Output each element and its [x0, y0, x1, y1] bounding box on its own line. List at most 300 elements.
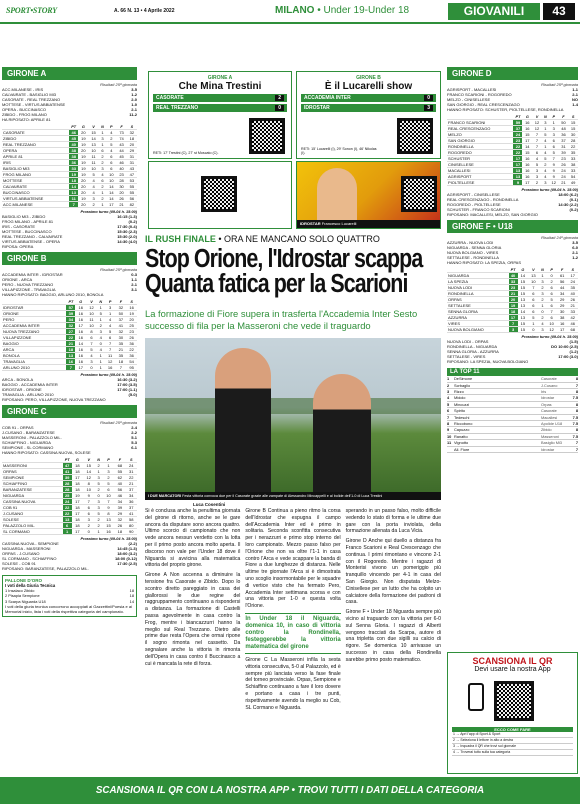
result-score: 2-1 — [131, 107, 137, 112]
standings-cell: 46 — [114, 493, 125, 499]
standings-cell: 10 — [86, 323, 97, 329]
top11-vote: 7.5 — [572, 395, 578, 401]
result-match: ACC.MILANESE - IRIS — [2, 87, 44, 92]
standings-cell: 20 — [116, 190, 126, 196]
top11-vote: 8 — [575, 408, 578, 414]
standings-cell: 3 — [539, 279, 547, 285]
standings-team: PALAZZOLO MIL. — [2, 523, 63, 529]
fixture-match: TRAVAGLIA - ARLUNO 2010 — [2, 392, 54, 398]
qr-a-row-2 — [153, 104, 287, 112]
standings-cell: 4 — [86, 353, 97, 359]
standings-cell: 4 — [88, 184, 98, 190]
scan-steps-title: ECCO COME FARE — [452, 727, 573, 732]
fixture-match: RIPOSA: OPERA — [2, 244, 34, 250]
fixture-match: RIPOSANO: LA SPEZIA, NUOVA BOLGIANO — [447, 359, 529, 365]
standings-cell: 26 — [126, 335, 137, 341]
standings-cell: 6 — [86, 335, 97, 341]
standings-header-cell: F — [115, 299, 126, 305]
qr-code-a2[interactable] — [201, 176, 237, 212]
standings-cell: 6 — [532, 150, 542, 156]
top11-vote: 7.5 — [572, 421, 578, 427]
standings-cell: 4 — [97, 347, 105, 353]
standings-cell: 1 — [539, 273, 547, 279]
standings-table — [2, 124, 137, 208]
standings-cell: 15 — [522, 150, 532, 156]
standings-cell: 54 — [568, 174, 578, 180]
standings-points: 34 — [66, 317, 75, 323]
standings-cell: 7 — [546, 309, 557, 315]
standings-table — [447, 267, 578, 333]
next-round-label: Prossimo turno (09-04 h. 15:00) — [521, 188, 578, 193]
top11-number: 11 — [447, 440, 452, 446]
standings-cell: 6 — [106, 166, 116, 172]
standings-cell: 5 — [549, 150, 559, 156]
fixture-match: RIPOSANO: MACALLESI, MELZO, SAN GIORGIO — [447, 212, 538, 218]
fixture-time: 17:00 (1-1) — [117, 387, 137, 393]
standings-header-cell: V — [86, 299, 97, 305]
standings-cell: 7 — [549, 156, 559, 162]
result-match: MASSERONI - PALAZZOLO MIL. — [2, 435, 62, 441]
standings-team: VIRES — [447, 321, 509, 327]
standings-cell: 35 — [567, 285, 578, 291]
result-score: 5-3 — [131, 440, 137, 446]
result-match: MELZO - CINISELLESE — [447, 97, 491, 102]
standings-cell: 42 — [567, 315, 578, 321]
standings-cell: 50 — [115, 311, 126, 317]
standings-cell: 30 — [115, 335, 126, 341]
fixture-time: 17:30 (0-4) — [117, 224, 137, 230]
article-standfirst: La formazione di Fiore supera in trasferta l'Accademia Inter Sesto successo di fila per la Masseroni che vede il traguardo — [145, 308, 418, 331]
result-match: AZZURRA - NUOVA LODI — [447, 240, 494, 246]
standings-team: VIRTUS ABBIATENSE — [2, 196, 69, 202]
standings-cell: 4 — [105, 317, 116, 323]
pallone-oro-title: PALLONE D'ORO — [5, 578, 42, 584]
standings-team: MELZO — [447, 132, 513, 138]
top11-vote: 7 — [575, 446, 578, 452]
standings-cell: 12 — [105, 359, 116, 365]
standings-cell: 1 — [105, 311, 116, 317]
standings-cell: 15 — [518, 285, 529, 291]
standings-cell: 11 — [88, 154, 98, 160]
section-name: MILANO — [275, 5, 315, 16]
standings-team: ARCA — [2, 347, 66, 353]
standings-cell: 47 — [127, 172, 137, 178]
standings-points: 17 — [509, 315, 518, 321]
standings-cell: 15 — [522, 132, 532, 138]
top11-number: 9 — [447, 427, 450, 433]
standings-row — [447, 327, 578, 333]
standings-team: NUOVA BOLGIANO — [447, 327, 509, 333]
scan-subtitle: Devi usare la nostra App — [474, 666, 551, 673]
top11-number: 2 — [447, 382, 450, 388]
standings-cell: 5 — [94, 481, 102, 487]
standings-team: RONDINELLA — [447, 291, 509, 297]
standings-cell: 32 — [115, 305, 126, 311]
standings-header-cell: G — [518, 267, 529, 273]
fixture-match: NIGUARDA - MASSERONI — [2, 546, 51, 552]
top11-number: 10 — [447, 433, 452, 439]
standings-team: IRIS — [2, 160, 69, 166]
standings-cell: 15 — [103, 523, 114, 529]
standings-cell: 4 — [105, 323, 116, 329]
group-round: Risultati 25ª giornata — [541, 82, 578, 87]
top11-player: DeSimone — [454, 376, 473, 382]
standings-cell: 40 — [114, 481, 125, 487]
standings-cell: 4 — [106, 148, 116, 154]
top11-team: Iris — [541, 389, 547, 394]
qr-box-girone-a — [148, 71, 292, 159]
standings-cell: 10 — [528, 279, 539, 285]
standings-row — [447, 180, 578, 186]
standings-points: 7 — [509, 321, 518, 327]
top11-player: Capuzzo — [454, 427, 470, 433]
standings-cell: 36 — [126, 353, 137, 359]
fixture-time: 14:30 (4-0) — [117, 239, 137, 245]
standings-cell: 16 — [75, 305, 86, 311]
standings-cell: 20 — [78, 130, 88, 136]
standings-cell: 19 — [78, 172, 88, 178]
standings-points: 46 — [69, 130, 78, 136]
top11-player: All. Fiore — [454, 446, 470, 452]
standings-team: ZIBIDO — [2, 136, 69, 142]
standings-cell: 2 — [99, 196, 107, 202]
standings-team: NUOVA LODI — [447, 285, 509, 291]
top11-number: 8 — [447, 421, 450, 427]
fixture-match: IDROSTAR - ORIONE — [2, 387, 42, 393]
standings-team: OPERA — [2, 148, 69, 154]
standings-team: CASORATE — [2, 130, 69, 136]
caption-tag: I DUE MARCATORI — [148, 494, 182, 498]
standings-cell: 3 — [539, 291, 547, 297]
standings-cell: 0 — [528, 327, 539, 333]
fixture-time: 18:00 (0-12) — [114, 556, 137, 562]
standings-cell: 16 — [522, 168, 532, 174]
standings-cell: 35 — [115, 341, 126, 347]
standings-team: BAGGIO — [2, 341, 66, 347]
article-byline: Luca Cosentini — [193, 502, 226, 507]
standings-points: 17 — [513, 156, 522, 162]
top11-number: 3 — [447, 389, 450, 394]
standings-cell: 32 — [115, 329, 126, 335]
fixture-match: NUOVA LODI - ORPAS — [447, 339, 489, 345]
standings-cell: 15 — [88, 130, 98, 136]
group-title: GIRONE A — [2, 67, 137, 80]
result-match: SAN GIORGIO - REAL CRESCENZAGO — [447, 102, 520, 107]
standings-cell: 7 — [532, 138, 542, 144]
standings-cell: 33 — [568, 156, 578, 162]
standings-cell: 3 — [532, 168, 542, 174]
standings-cell: 6 — [106, 154, 116, 160]
standings-cell: 4 — [88, 178, 98, 184]
standings-cell: 18 — [114, 529, 125, 535]
standings-cell: 16 — [75, 317, 86, 323]
standings-team: LA SPEZIA — [447, 279, 509, 285]
qr-code-b2[interactable] — [401, 176, 437, 212]
fixture-match: CASSINA NUOVA - SEMPIONE — [2, 541, 59, 547]
standings-cell: 3 — [97, 329, 105, 335]
standings-cell: 19 — [72, 493, 83, 499]
top11-number: 4 — [447, 395, 450, 401]
standings-cell: 1 — [94, 529, 102, 535]
standings-team: ACC.MILANESE — [2, 202, 69, 208]
standings-cell: 2 — [94, 523, 102, 529]
standings-team: ORIONE — [2, 311, 66, 317]
scan-qr-box — [447, 652, 578, 774]
fixture-match: SCHUSTER - FRANCO SCARIONI — [447, 207, 510, 213]
standings-cell: 3 — [103, 469, 114, 475]
standings-cell: 22 — [568, 144, 578, 150]
standings-cell: 54 — [126, 359, 137, 365]
standings-cell: 2 — [539, 297, 547, 303]
scan-step: 3 → Inquadra il QR che trovi sul giornale — [452, 744, 573, 750]
standings-cell: 17 — [106, 202, 116, 208]
standings-cell: 13 — [518, 297, 529, 303]
standings-team: SENNA GLORIA — [447, 309, 509, 315]
standings-cell: 18 — [115, 359, 126, 365]
standings-cell: 3 — [542, 180, 549, 186]
standings-cell: 2 — [99, 154, 107, 160]
fixture-time: (0-2) — [128, 219, 137, 225]
standings-header-cell: G — [72, 457, 83, 463]
standings-cell: 34 — [114, 499, 125, 505]
standings-header-cell: V — [88, 124, 98, 130]
standings-cell: 19 — [78, 136, 88, 142]
standings-header-cell: V — [528, 267, 539, 273]
fixture-match: RIPOSANO: BARANZATESE, PALAZZOLO MIL. — [2, 566, 89, 572]
standings-cell: 36 — [559, 132, 569, 138]
qr-b-title: È il Lucarelli show — [324, 81, 413, 92]
standings-cell: 6 — [106, 160, 116, 166]
standings-cell: 19 — [126, 311, 137, 317]
page-number: 43 — [543, 3, 575, 20]
standings-cell: 12 — [532, 120, 542, 126]
top11-number — [447, 447, 454, 452]
group-round: Risultati 25ª giornata — [100, 82, 137, 87]
fixture-row — [447, 359, 578, 364]
standings-cell: 4 — [542, 150, 549, 156]
standings-cell: 14 — [83, 469, 94, 475]
qr-code-a[interactable] — [249, 118, 285, 154]
result-match: HANNO RIPOSATO: BAGGIO, ARLUNO 2010, BONOLA — [2, 292, 104, 298]
result-match: CASORATE - REAL TREZZANO — [2, 97, 61, 102]
standings-team: IDROSTAR — [2, 305, 66, 311]
standings-header-cell: PT — [63, 457, 72, 463]
newspaper-logo: SPORT•STORY — [6, 6, 57, 15]
standings-cell: 3 — [539, 327, 547, 333]
standings-cell: 1 — [94, 469, 102, 475]
pallone-oro-box — [2, 575, 137, 617]
standings-cell: 6 — [528, 309, 539, 315]
standings-cell: 6 — [546, 285, 557, 291]
fixture-match: REAL TREZZANO - CALVAIRATE — [2, 234, 63, 240]
standings-table — [2, 299, 137, 371]
standings-cell: 6 — [546, 315, 557, 321]
pallone-oro-list — [5, 588, 134, 604]
result-match: CALVAIRATE - BASIGLIO MI3 — [2, 92, 57, 97]
qr-code-b[interactable] — [397, 118, 433, 154]
standings-cell: 18 — [127, 136, 137, 142]
article-col-2 — [245, 508, 340, 776]
result-score: 3-1 — [131, 287, 137, 293]
standings-cell: 26 — [116, 196, 126, 202]
standings-points: 22 — [513, 144, 522, 150]
top11-player: Riccobono — [454, 421, 473, 427]
issue-info: A. 66 N. 13 • 4 Aprile 2022 — [114, 8, 175, 14]
standings-cell: 2 — [539, 315, 547, 321]
standings-points: 38 — [69, 154, 78, 160]
standings-cell: 6 — [99, 148, 107, 154]
qr-a-title: Che Mina Trestini — [178, 81, 262, 92]
standings-cell: 44 — [557, 285, 568, 291]
standings-cell: 56 — [557, 279, 568, 285]
fixture-time: 17:00 (3-5) — [117, 382, 137, 388]
standings-points: 38 — [69, 148, 78, 154]
standings-team: RONDINELLA — [447, 144, 513, 150]
top11-number: 1 — [447, 376, 450, 382]
standings-team: MOTTESE — [2, 178, 69, 184]
top11-team: Idrostar — [541, 395, 555, 401]
standings-cell: 29 — [557, 297, 568, 303]
standings-cell: 3 — [99, 166, 107, 172]
standings-points: 41 — [63, 469, 72, 475]
standings-row — [2, 202, 137, 208]
standings-cell: 5 — [105, 329, 116, 335]
standings-cell: 15 — [568, 126, 578, 132]
standings-cell: 0 — [83, 529, 94, 535]
standings-points: 28 — [63, 487, 72, 493]
standings-header-cell: V — [83, 457, 94, 463]
standings-cell: 16 — [522, 120, 532, 126]
standings-points: 40 — [509, 273, 518, 279]
standings-cell: 31 — [127, 160, 137, 166]
standings-cell: 2 — [94, 487, 102, 493]
standings-cell: 29 — [557, 303, 568, 309]
standings-cell: 1 — [103, 463, 114, 469]
standings-cell: 30 — [557, 309, 568, 315]
standings-cell: 33 — [568, 168, 578, 174]
standings-cell: 58 — [126, 517, 137, 523]
standings-cell: 17 — [522, 180, 532, 186]
scan-step: 4 → Troverai tutto sulla tua categoria — [452, 750, 573, 756]
standings-header-cell: PT — [509, 267, 518, 273]
section-title — [275, 5, 409, 16]
standings-header-cell: PT — [513, 114, 522, 120]
article-body — [145, 508, 441, 776]
fixture-time: 17:30 (2-5) — [117, 561, 137, 567]
standings-cell: 56 — [114, 487, 125, 493]
player-tag-team: IDROSTAR — [300, 221, 321, 226]
standings-cell: 19 — [78, 142, 88, 148]
standings-cell: 6 — [546, 303, 557, 309]
article-p7: Girone F • Under 18 Niguarda sempre più vicino al traguardo con la vittoria per 6-0 sul Senna Gloria. I ragazzi di Alberti vengono tracciati da Scarpa, autore di una tripletta con due sigilli su calcio di rigore. Se domenica 10 arrivasse un successo in casa della Rondinella sarebbe primo posto matematico. — [345, 609, 441, 663]
standings-row — [2, 365, 137, 371]
article-p3: Girone B Continua a pieno ritmo la corsa dell'Idrostar che espugna il campo dell'Accademia Inter ed è primo in solitaria. Seconda sconfitta consecutiva per i nerazzurri e primo stop interno del loro campionato. Mezzo passo falso per l'Orione che non va oltre l'1-1 in casa contro l'Arca e vede scappare la banda di Fiore a due lunghezze di distanza. Nelle ultime tre giornate l'Arca si è dimostrata uno scoglio insormontabile per le squadre di vertice visto che ha fermato Pero, Accademia Inter settimana scorsa e con una vittoria per 1-0 e questa volta l'Orione. — [245, 508, 341, 610]
standings-cell: 43 — [116, 142, 126, 148]
standings-header-cell: P — [106, 124, 116, 130]
standings-cell: 68 — [567, 327, 578, 333]
standings-cell: 61 — [557, 273, 568, 279]
qr-a-label: GIRONE A — [207, 75, 233, 81]
standings-cell: 1 — [99, 190, 107, 196]
result-match: ORIONE - ARCA — [2, 277, 33, 283]
standings-cell: 1 — [542, 126, 549, 132]
standings-cell: 21 — [115, 347, 126, 353]
standings-cell: 26 — [114, 523, 125, 529]
standings-cell: 4 — [539, 321, 547, 327]
standings-cell: 7 — [105, 341, 116, 347]
result-score: 2-2 — [131, 430, 137, 436]
standings-team: FROG MILANO — [2, 172, 69, 178]
standings-header-cell: P — [546, 267, 557, 273]
fixture-match: MOTTESE - BUCCINASCO — [2, 229, 52, 235]
result-match: J.CUSANO - BARANZATESE — [2, 430, 55, 436]
standings-cell: 20 — [78, 148, 88, 154]
standings-cell: 0 — [94, 493, 102, 499]
qr-b-score-2: 3 — [424, 105, 433, 111]
scan-step: 2 → Seleziona il lettore in alto a destra — [452, 738, 573, 744]
result-score: 1-1 — [131, 277, 137, 283]
standings-cell: 3 — [549, 126, 559, 132]
standings-cell: 37 — [115, 317, 126, 323]
standings-cell: 12 — [86, 305, 97, 311]
standings-cell: 36 — [126, 499, 137, 505]
fixture-row — [447, 212, 578, 217]
scan-qr-code[interactable] — [494, 681, 534, 721]
result-match: HANNO RIPOSATO: CASSINA NUOVA, SOLESE — [2, 450, 91, 456]
article-p6: Girone D Anche qui duello a distanza fra Franco Scarioni e Real Crescenzago che continua. I primi rimontano e vincono 2-1 con il Rogoredo. Mentre i ragazzi di Monterisi vivono un pomeriggio più tranquillo vincendo per 4-1 in casa del San Giorgio. Non disputata Melzo-Cinisellese per un lutto che ha colpito un calciatore della formazione dei padroni di casa. — [345, 538, 441, 606]
standings-points: 28 — [63, 481, 72, 487]
standings-points: 39 — [63, 475, 72, 481]
standings-cell: 28 — [116, 178, 126, 184]
standings-cell: 24 — [126, 463, 137, 469]
qr-b-team-2: IDROSTAR — [304, 105, 330, 111]
standings-cell: 16 — [75, 311, 86, 317]
standings-team: BONOLA — [2, 353, 66, 359]
top11-vote: 8 — [575, 376, 578, 382]
standings-cell: 1 — [97, 305, 105, 311]
standings-points: 9 — [513, 180, 522, 186]
fixture-row — [2, 566, 137, 571]
standings-points: 6 — [63, 523, 72, 529]
fixture-time: 16:30 (3-2) — [117, 377, 137, 383]
standings-cell: 2 — [103, 475, 114, 481]
standings-cell: 7 — [103, 499, 114, 505]
standings-header-cell: S — [567, 267, 578, 273]
standings-cell: 9 — [549, 168, 559, 174]
standings-points: 45 — [69, 136, 78, 142]
standings-header-cell: S — [126, 299, 137, 305]
top11-player: Ranatto — [454, 433, 468, 439]
standings-cell: 3 — [88, 196, 98, 202]
standings-team: SETTALESE — [447, 303, 509, 309]
fixture-match: BASIGLIO MI3 - ZIBIDO — [2, 214, 46, 220]
standings-cell: 10 — [103, 493, 114, 499]
top11-player: Midolo — [454, 395, 466, 401]
standings-cell: 45 — [116, 154, 126, 160]
standings-cell: 6 — [99, 178, 107, 184]
scan-steps — [452, 727, 573, 756]
top11-player: Mincuzzi — [454, 401, 470, 407]
giovanili-banner: GIOVANILI — [448, 3, 540, 20]
standings-cell: 5 — [528, 315, 539, 321]
next-round-label: Prossimo turno (09-04 h. 15:00) — [80, 373, 137, 378]
standings-table — [447, 114, 578, 186]
standings-cell: 4 — [99, 172, 107, 178]
standings-cell: 37 — [559, 138, 569, 144]
standings-cell: 3 — [532, 174, 542, 180]
pallone-oro-votes: 14 — [129, 598, 134, 604]
top11-vote: 7.5 — [572, 433, 578, 439]
